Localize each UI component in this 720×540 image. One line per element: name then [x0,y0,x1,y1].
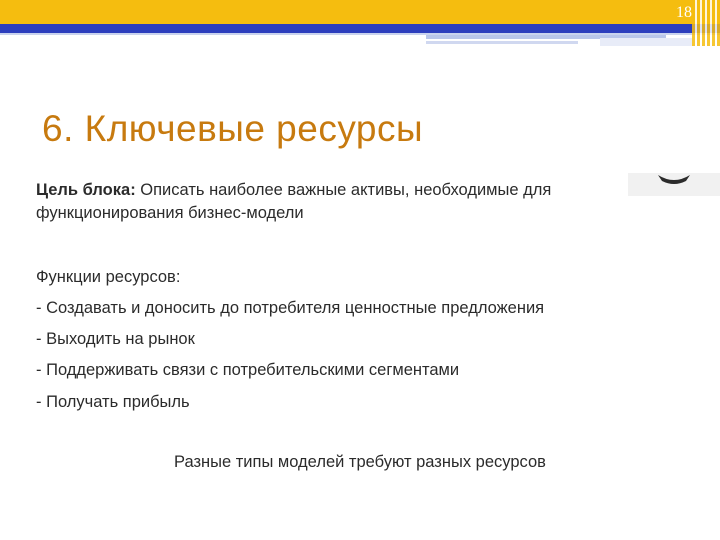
side-graphic [628,173,720,196]
header-decor-line-short [426,41,578,44]
conclusion-text: Разные типы моделей требуют разных ресурсов [174,453,546,471]
header-stripe-decoration [692,0,720,46]
slide-title: 6. Ключевые ресурсы [42,108,424,149]
function-item: - Выходить на рынок [36,330,195,348]
goal-label: Цель блока: [36,181,136,199]
header-decor-block [600,38,692,46]
function-item: - Поддерживать связи с потребительскими сегментами [36,361,460,379]
function-item: - Создавать и доносить до потребителя ценностные предложения [36,299,545,317]
header-yellow-bar [0,0,720,24]
header-blue-bar [0,24,720,33]
goal-text: Описать наиболее важные активы, необходимые для функционирования бизнес-модели [36,181,552,222]
slide-number: 18 [676,4,692,21]
goal-paragraph [36,179,596,225]
functions-heading: Функции ресурсов: [36,268,181,286]
function-item: - Получать прибыль [36,393,190,411]
chevron-down-icon [656,173,692,187]
